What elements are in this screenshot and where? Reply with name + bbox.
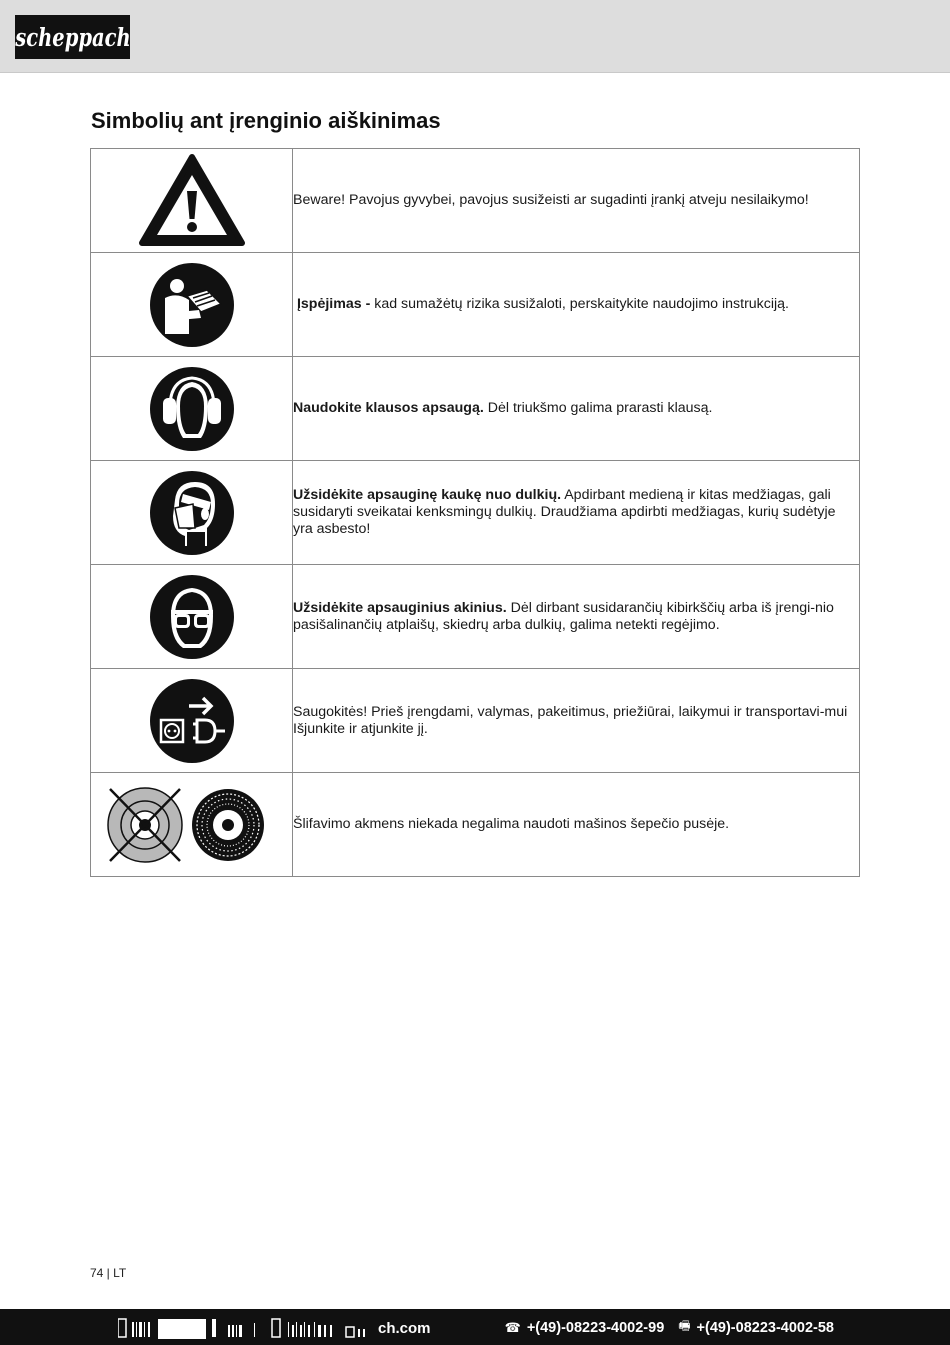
phone-contact[interactable] [505, 1317, 665, 1339]
symbol-description: Dėl dirbant susidarančių kibirkščių arba iš įrengi-nio pasišalinančių atplaišų, skiedrų arba dulkių, galima netekti regėjimo. [293, 599, 834, 633]
general-warning-triangle-icon [138, 153, 246, 249]
safety-goggles-icon [149, 574, 235, 660]
fax-number: +(49)-08223-4002-58 [696, 1320, 834, 1336]
symbol-description: Saugokitės! Prieš įrengdami, valymas, pakeitimus, priežiūrai, laikymui ir transportavi-mui Išjunkite ir atjunkite jį. [293, 703, 848, 737]
symbol-row-dust-mask [91, 461, 860, 565]
garbled-text-glyphs [118, 1317, 368, 1339]
symbol-lead: Užsidėkite apsauginę kaukę nuo dulkių. [293, 487, 562, 503]
symbol-description: Apdirbant medieną ir kitas medžiagas, gali susidaryti sveikatai kenksmingų dulkių. Draudžiama apdirbti medžiagas, kurių sudėtyje yra asbesto! [293, 487, 836, 537]
footer-contact [505, 1317, 834, 1339]
symbol-row-safety-goggles [91, 565, 860, 669]
symbol-row-read-manual [91, 253, 860, 357]
website-text: ch.com [378, 1319, 431, 1337]
symbol-lead: Užsidėkite apsauginius akinius. [293, 599, 507, 616]
brand-logo-text: scheppach [14, 22, 131, 52]
ear-protection-icon [149, 366, 235, 452]
symbol-description: Šlifavimo akmens niekada negalima naudoti mašinos šepečio pusėje. [293, 816, 730, 832]
read-manual-icon [149, 262, 235, 348]
symbol-row-grinding-stone [91, 773, 860, 877]
symbols-table [90, 148, 860, 877]
page-number: 74 | LT [90, 1266, 127, 1280]
phone-number: +(49)-08223-4002-99 [526, 1320, 665, 1336]
symbol-description: Dėl triukšmo galima prarasti klausą. [483, 400, 713, 416]
symbol-row-unplug [91, 669, 860, 773]
symbol-description: Beware! Pavojus gyvybei, pavojus susižeisti ar sugadinti įrankį atveju nesilaikymo! [293, 192, 809, 208]
page-title: Simbolių ant įrenginio aiškinimas [91, 108, 441, 133]
footer-website[interactable] [118, 1317, 431, 1339]
footer-bar [0, 1309, 950, 1345]
unplug-before-maintenance-icon [149, 678, 235, 764]
symbol-row-ear-protection [91, 357, 860, 461]
phone-icon: ☎ [504, 1320, 521, 1335]
brand-logo [15, 15, 130, 59]
fax-icon: 🖷 [678, 1318, 691, 1333]
no-grinding-stone-wire-brush-side-icon [107, 785, 277, 865]
symbol-description: kad sumažėtų rizika susižaloti, perskaitykite naudojimo instrukciją. [370, 296, 790, 312]
symbol-lead: Įspėjimas - [296, 296, 371, 312]
symbol-lead: Naudokite klausos apsaugą. [293, 400, 484, 416]
header-band [0, 0, 950, 73]
dust-mask-icon [149, 470, 235, 556]
symbol-row-warning [91, 149, 860, 253]
fax-contact[interactable] [678, 1317, 834, 1339]
